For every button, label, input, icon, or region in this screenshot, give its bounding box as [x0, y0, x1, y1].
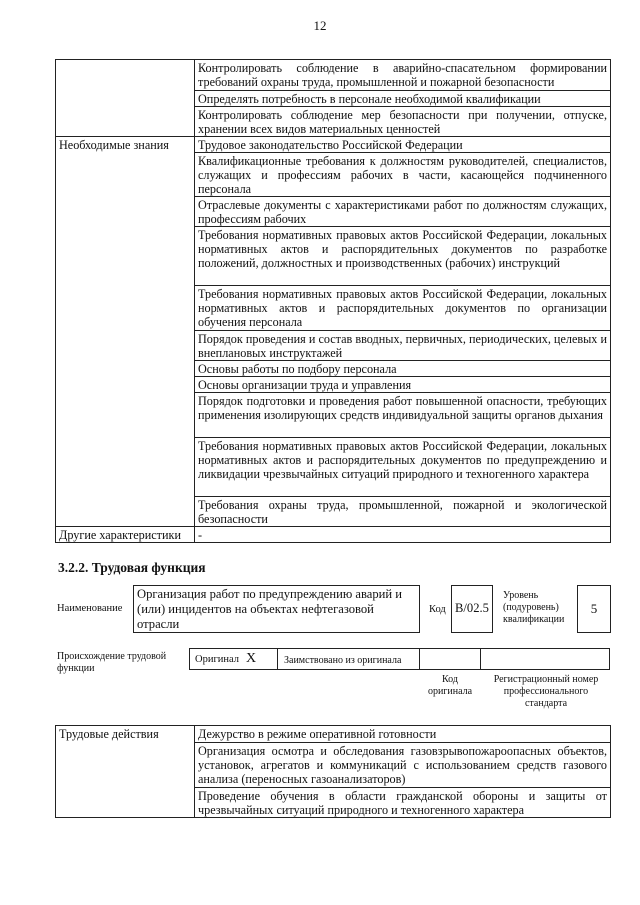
table-cell-right: Организация осмотра и обследования газовзрывопожароопасных объектов, установок, агрегатов и коммуникаций с использованием средств газового анализа (переносных газоанализаторов) [195, 743, 611, 788]
table-cell-right: Порядок проведения и состав вводных, первичных, периодических, целевых и внеплановых инструктажей [195, 331, 611, 361]
row-label-knowledge: Необходимые знания [56, 137, 195, 153]
actions-table [55, 725, 611, 818]
row-label-other: Другие характеристики [56, 527, 195, 543]
code-box [451, 585, 493, 633]
table-cell-right: - [195, 527, 611, 543]
table-cell-left [56, 438, 195, 497]
original-mark: X [246, 651, 257, 666]
table-cell-right: Отраслевые документы с характеристиками работ по должностям служащих, профессиям рабочих [195, 197, 611, 227]
table-cell-left [56, 286, 195, 331]
table-cell-right: Требования нормативных правовых актов Российской Федерации, локальных нормативных актов и распорядительных документов по организации обучения персонала [195, 286, 611, 331]
table-cell-right: Проведение обучения в области гражданской обороны и защиты от чрезвычайных ситуаций природного и техногенного характера [195, 788, 611, 818]
table-cell-left [56, 60, 195, 91]
table-cell-right: Требования охраны труда, промышленной, пожарной и экологической безопасности [195, 497, 611, 527]
table-cell-left [56, 153, 195, 197]
table-cell-left [56, 788, 195, 818]
code-label: Код [429, 604, 446, 615]
original-label: Оригинал [195, 654, 239, 665]
table-cell-left [56, 107, 195, 137]
table-cell-left [56, 393, 195, 438]
table-cell-right: Порядок подготовки и проведения работ повышенной опасности, требующих применения изолирующих средств индивидуальной защиты органов дыхания [195, 393, 611, 438]
code-original-caption: Код оригинала [427, 674, 473, 697]
table-cell-left [56, 377, 195, 393]
level-box [577, 585, 611, 633]
regnum-caption: Регистрационный номер профессионального стандарта [493, 674, 599, 709]
table-cell-right: Трудовое законодательство Российской Федерации [195, 137, 611, 153]
table-cell-left [56, 91, 195, 107]
table-cell-right: Контролировать соблюдение мер безопасности при получении, отпуске, хранении всех видов материальных ценностей [195, 107, 611, 137]
table-cell-right: Основы работы по подбору персонала [195, 361, 611, 377]
origin-divider [609, 648, 610, 670]
level-value: 5 [590, 601, 598, 616]
table-cell-left [56, 361, 195, 377]
origin-label: Происхождение трудовой функции [57, 651, 167, 674]
origin-divider [480, 648, 481, 670]
table-cell-right: Определять потребность в персонале необходимой квалификации [195, 91, 611, 107]
code-value: B/02.5 [455, 601, 489, 615]
origin-divider [189, 648, 190, 670]
table-cell-left [56, 497, 195, 527]
function-name-value: Организация работ по предупреждению аварий и (или) инцидентов на объектах нефтегазовой отрасли [137, 587, 403, 631]
function-name-box [133, 585, 420, 633]
table-cell-left [56, 197, 195, 227]
table-cell-left [56, 743, 195, 788]
table-cell-right: Основы организации труда и управления [195, 377, 611, 393]
table-cell-right: Требования нормативных правовых актов Российской Федерации, локальных нормативных актов и распорядительных документов по разработке положений, должностных и производственных (рабочих) инструкций [195, 227, 611, 286]
knowledge-table [55, 59, 611, 543]
origin-divider [277, 648, 278, 670]
table-cell-right: Квалификационные требования к должностям руководителей, специалистов, служащих и профессиям рабочих в части, касающейся подчиненного персонала [195, 153, 611, 197]
origin-divider [419, 648, 420, 670]
table-cell-left [56, 331, 195, 361]
table-cell-right: Дежурство в режиме оперативной готовности [195, 726, 611, 743]
table-cell-right: Требования нормативных правовых актов Российской Федерации, локальных нормативных актов и распорядительных документов по предупреждению и ликвидации чрезвычайных ситуаций природного и техногенного характера [195, 438, 611, 497]
table-cell-right: Контролировать соблюдение в аварийно-спасательном формировании требований охраны труда, промышленной и пожарной безопасности [195, 60, 611, 91]
section-title: 3.2.2. Трудовая функция [58, 560, 206, 575]
table-cell-left [56, 227, 195, 286]
level-label: Уровень (подуровень) квалификации [503, 590, 565, 625]
name-label: Наименование [57, 603, 123, 614]
page-number: 12 [313, 18, 327, 33]
row-label-actions: Трудовые действия [56, 726, 195, 743]
borrowed-label: Заимствовано из оригинала [284, 655, 402, 666]
